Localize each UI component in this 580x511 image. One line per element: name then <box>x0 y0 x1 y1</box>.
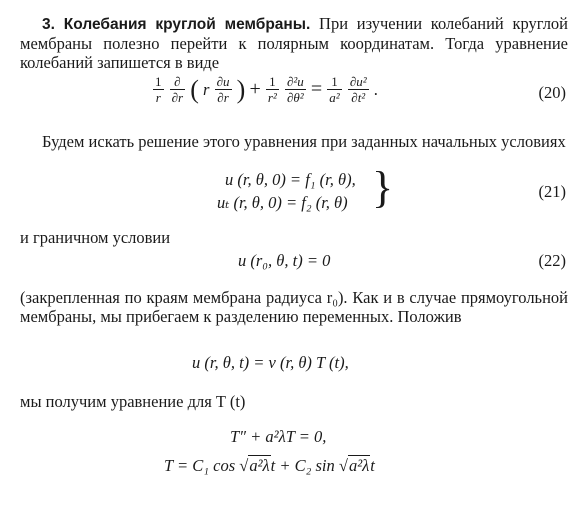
paragraph-boundary-condition: и граничном условии <box>20 228 171 247</box>
equation-21 <box>0 163 580 212</box>
paren-open: ( <box>190 75 199 104</box>
frac-1-over-r2: $\frac{1}{\text{r²}}$ <box>267 74 277 105</box>
sqrt-2: √a²λ <box>338 456 370 475</box>
equation-T-ode-body: T″ + a²λT = 0, <box>230 427 327 446</box>
frac-d2u-over-dtheta2: $\frac{\text{∂²u}}{\text{∂θ²}}$ <box>286 74 304 105</box>
frac-du-over-dr: $\frac{\partial u}{\partial r}$ <box>216 74 230 105</box>
sqrt-1: √a²λ <box>239 456 270 475</box>
var-r: r <box>203 80 210 99</box>
equation-number-20: (20) <box>538 83 566 102</box>
paragraph-initial-conditions: Будем искать решение этого уравнения при заданных начальных условиях <box>42 132 566 151</box>
equation-number-22: (22) <box>538 251 566 270</box>
section-intro-paragraph <box>20 14 568 72</box>
paragraph-T-equation: мы получим уравнение для T (t) <box>20 392 246 411</box>
equation-T-solution-body: T = C₁ cos √a²λt + C₂ sin √a²λt <box>164 456 375 475</box>
period: . <box>373 80 378 99</box>
equation-21-line-1: u (r, θ, 0) = f₁ (r, θ), <box>225 170 356 189</box>
plus-sign: + <box>249 78 261 100</box>
paragraph-fixed-membrane: (закрепленная по краям мембрана радиуса r₀). Как и в случае прямоугольной мембраны, мы прибегаем к разделению переменных. Положив <box>20 288 568 326</box>
frac-1-over-r: $\frac{1}{r}$ <box>155 74 162 105</box>
intro-text: При изучении колебаний круглой мембраны полезно перейти к полярным координатам. Тогда уравнение колебаний запишется в виде <box>20 14 569 72</box>
curly-brace: } <box>372 163 394 212</box>
equation-number-21: (21) <box>538 182 566 201</box>
frac-d-over-dr: $\frac{\partial}{\partial r}$ <box>171 74 184 105</box>
frac-1-over-a2: $\frac{1}{\text{a²}}$ <box>329 74 340 105</box>
section-heading: 3. Колебания круглой мембраны. <box>42 16 311 33</box>
equation-20-body <box>152 74 378 105</box>
paren-close: ) <box>236 75 246 104</box>
equation-separation-body: u (r, θ, t) = v (r, θ) T (t), <box>192 353 349 372</box>
equation-22-body: u (r₀, θ, t) = 0 <box>238 251 331 270</box>
equals-sign: = <box>310 78 323 100</box>
equation-21-line-2: uₜ (r, θ, 0) = f₂ (r, θ) <box>217 193 348 212</box>
frac-du2-over-dt2: $\frac{\text{∂u²}}{\text{∂t²}}$ <box>349 74 367 105</box>
